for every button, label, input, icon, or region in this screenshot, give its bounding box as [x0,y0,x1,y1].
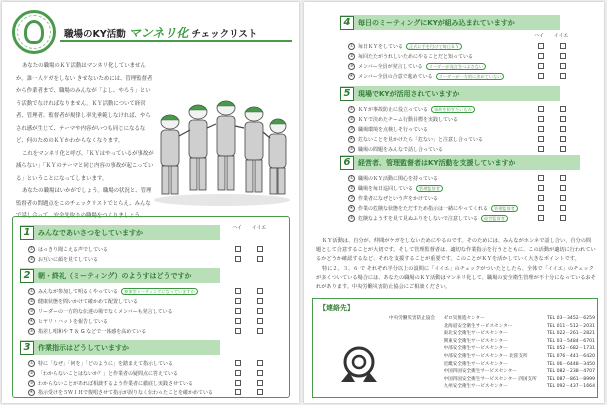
no-checkbox[interactable] [560,73,566,79]
column-headers: ハイ イイエ [231,225,267,231]
list-item: ② 毎回たたがうれしいためにやることだと知っている [349,53,474,60]
no-checkbox[interactable] [560,126,566,132]
list-item: ② 職場を毎日巡回している 管理監督者 [348,184,443,192]
no-checkbox[interactable] [257,298,263,304]
section-3-heading: 3 作業指示はどうしていますか [20,340,220,355]
left-page [2,2,299,403]
list-item: ① みんなが参加して明るくやっている 参加型ミーティングになっていますか [28,287,198,295]
no-checkbox[interactable] [257,288,263,294]
yes-checkbox[interactable] [235,380,241,386]
yes-checkbox[interactable] [538,106,544,112]
contact-row: 北海道安全衛生サービスセンター TEL 011－512－2031 [443,323,595,329]
list-item: ③ メンバー全員が発言している リーダーが発言をつぶさない [348,62,486,70]
yes-checkbox[interactable] [538,146,544,152]
list-item: ⑤ 指差し唱和や T ＆ G などで一体感を高めている [29,328,147,335]
yes-checkbox[interactable] [538,43,544,49]
list-item: ④ 作業の危険な状態をただすため指示は一緒にやってくれる 管理監督者 [348,204,518,212]
yes-checkbox[interactable] [235,370,241,376]
list-item: ③ リーダーの一方的な伝達の場でなくメンバーも発言している [29,308,173,315]
contact-list [389,315,595,391]
list-item: ③ わからないことがあれば相談するよう作業者に徹底し実践させている [29,380,194,387]
no-checkbox[interactable] [560,106,566,112]
jisha-logo [12,10,56,54]
list-item: ⑤ 危険なようすを見て見ぬふりをしないで注意している 経営監督者 [348,214,508,222]
yes-checkbox[interactable] [235,389,241,395]
list-item: ⑤ 職場の問題をみんなで話し合っている [349,146,444,153]
list-item: ② お互いに顔を見てしている [29,256,99,263]
no-checkbox[interactable] [560,43,566,49]
list-item: ④ 指示受けを５Ｗ１Ｈで復唱させて指示が誤りなく伝わったことを確かめている [29,389,213,396]
yes-checkbox[interactable] [538,73,544,79]
no-checkbox[interactable] [257,380,263,386]
yes-checkbox[interactable] [235,360,241,366]
no-checkbox[interactable] [560,215,566,221]
contact-row: 九州安全衛生サービスセンター TEL 092－437－1664 [443,384,595,390]
contact-row: 中国四国安全衛生サービスセンター 四国支所 TEL 087－861－8999 [443,376,595,382]
workers-meeting-illustration [150,80,292,208]
no-checkbox[interactable] [257,318,263,324]
no-checkbox[interactable] [560,63,566,69]
no-checkbox[interactable] [560,205,566,211]
no-checkbox[interactable] [257,370,263,376]
contact-row: 近畿安全衛生サービスセンター TEL 06－6448－3450 [443,361,595,367]
list-item: ④ 危ないことを見かけたら「危ない」と注意し合っている [349,136,484,143]
list-item: ② 「わからないことはないか？」と作業者の疑問点に答えている [29,370,179,377]
page-title: 職場のKY活動 マンネリ化 チェックリスト [64,26,258,40]
no-checkbox[interactable] [560,53,566,59]
no-checkbox[interactable] [257,256,263,262]
no-checkbox[interactable] [560,195,566,201]
section-2-heading: 2 朝・終礼（ミーティング）のようすはどうですか [20,268,220,283]
yes-checkbox[interactable] [235,298,241,304]
yes-checkbox[interactable] [235,318,241,324]
contact-heading: 【連絡先】 [319,304,354,312]
yes-checkbox[interactable] [235,256,241,262]
intro-text: あなたの職場のＫＹ活動はマンネリ化していませんか。誰一人ケガをしない きせないためには、管理監督者から作業者まで、職場のみんなが「よし、やろう」という活動でなければなりません。ＫＹ活動について経営者、管理者、監督者が規律し率先垂範しなければ、やらされ感が生じて、テーマや内容がいつも同じになるなど、何のためのＫＹかわからなくなります。 これをマンネリ化と呼び、「ＫＹはやっているが事故が減らない」「ＫＹのテーマと同じ内容の事故が起こっている」ということになってしまいます。 あなたの職場はいかがでしょう。職場の状況と、管理監督者の問題点をこのチェックリストでとらえ、みんなで話し合って、安全先取りの職場をつくりましょう。 [16,63,154,219]
no-checkbox[interactable] [560,175,566,181]
yes-checkbox[interactable] [235,288,241,294]
yes-checkbox[interactable] [538,63,544,69]
contact-row: 中部安全衛生サービスセンター TEL 052－682－1731 [443,346,595,352]
no-checkbox[interactable] [257,308,263,314]
list-item: ④ メンバー全員の合意で進めている リーダーが一方的に決めていない [348,72,504,80]
yes-checkbox[interactable] [235,246,241,252]
no-checkbox[interactable] [257,360,263,366]
jisha-emblem-icon [335,344,383,386]
closing-text: ＫＹ活動は、自分が、仲間がケガをしないためにやるのです。そのためには、みんながホンネで話し合い、自分の問題として合意することが大切です。そして管理監督者は、適切な作業指示を行うとともに、この活動が適切に行われているかどうか確認するなど、それを支援することが重要です。このことがＫＹを活かしていく大きなポイントです。 特に２、３、６ で それぞれ半分以上の設問に「イイエ」のチェックがついたとしたら、全体で「イイエ」のチェックが多くついている場合には、あなたの職場のＫＹ活動はマンネリ化して、職場の安全衛生管理が不十分になっているおそれがあります。中央労働災害防止協会にご相談ください。 [316,238,596,291]
yes-checkbox[interactable] [235,308,241,314]
list-item: ③ 職場環境を点検しそ行っている [349,126,429,133]
yes-checkbox[interactable] [538,185,544,191]
no-checkbox[interactable] [560,146,566,152]
contact-row: 東北安全衛生サービスセンター TEL 022－261－2821 [443,331,595,337]
list-item: ① 特に「なぜ」「何を」「どのように」を踏まえて指示している [29,360,174,367]
list-item: ① 毎日ＫＹをしている 正式に手を付けて毎日ＫＹ [348,42,462,50]
list-item: ③ 作業者になぜという声をかけている [349,195,439,202]
list-item: ② ＫＹで決めたチーム行動目標を実践している [349,116,459,123]
contact-row: 中部安全衛生サービスセンター 北陸支所 TEL 076－441－6420 [443,353,595,359]
no-checkbox[interactable] [560,185,566,191]
list-item: ④ ヒヤリ・ハットを報告している [29,318,109,325]
section-5-heading: 5 現場でKYが活用されていますか [340,86,560,101]
no-checkbox[interactable] [257,328,263,334]
yes-checkbox[interactable] [538,195,544,201]
contact-row: 中央労働災害防止協会 ゼロ災推進センター TEL 03－3452－6259 [389,316,595,321]
yes-checkbox[interactable] [538,205,544,211]
yes-checkbox[interactable] [538,53,544,59]
yes-checkbox[interactable] [538,116,544,122]
section-6-heading: 6 経営者、管理監督者はKY活動を支援していますか [340,155,580,170]
list-item: ② 健康状態を問いかけて確かめて配置している [29,298,139,305]
yes-checkbox[interactable] [538,215,544,221]
no-checkbox[interactable] [560,136,566,142]
yes-checkbox[interactable] [538,175,544,181]
yes-checkbox[interactable] [538,126,544,132]
contact-row: 関東安全衛生サービスセンター TEL 03－5484－6701 [443,338,595,344]
list-item: ① はっきり聞こえる声でしている [29,246,109,253]
no-checkbox[interactable] [560,116,566,122]
yes-checkbox[interactable] [235,328,241,334]
list-item: ① 職場のＫＹ活動に関心を持っている [349,175,439,182]
section-1-heading: 1 みんなであいさつをしていますか [20,225,220,240]
no-checkbox[interactable] [257,246,263,252]
yes-checkbox[interactable] [538,136,544,142]
contact-box [312,298,598,398]
column-headers: ハイ イイエ [533,33,569,39]
section-4-heading: 4 毎日のミーティングにKYが組み込まれていますか [340,15,560,30]
list-item: ① ＫＹが事故防止に役立っている 事故を防ぎたいもの [348,105,475,113]
contact-row: 中国四国安全衛生サービスセンター TEL 082－238－4707 [443,369,595,375]
no-checkbox[interactable] [257,389,263,395]
right-page [304,2,604,403]
title-divider [60,40,292,42]
